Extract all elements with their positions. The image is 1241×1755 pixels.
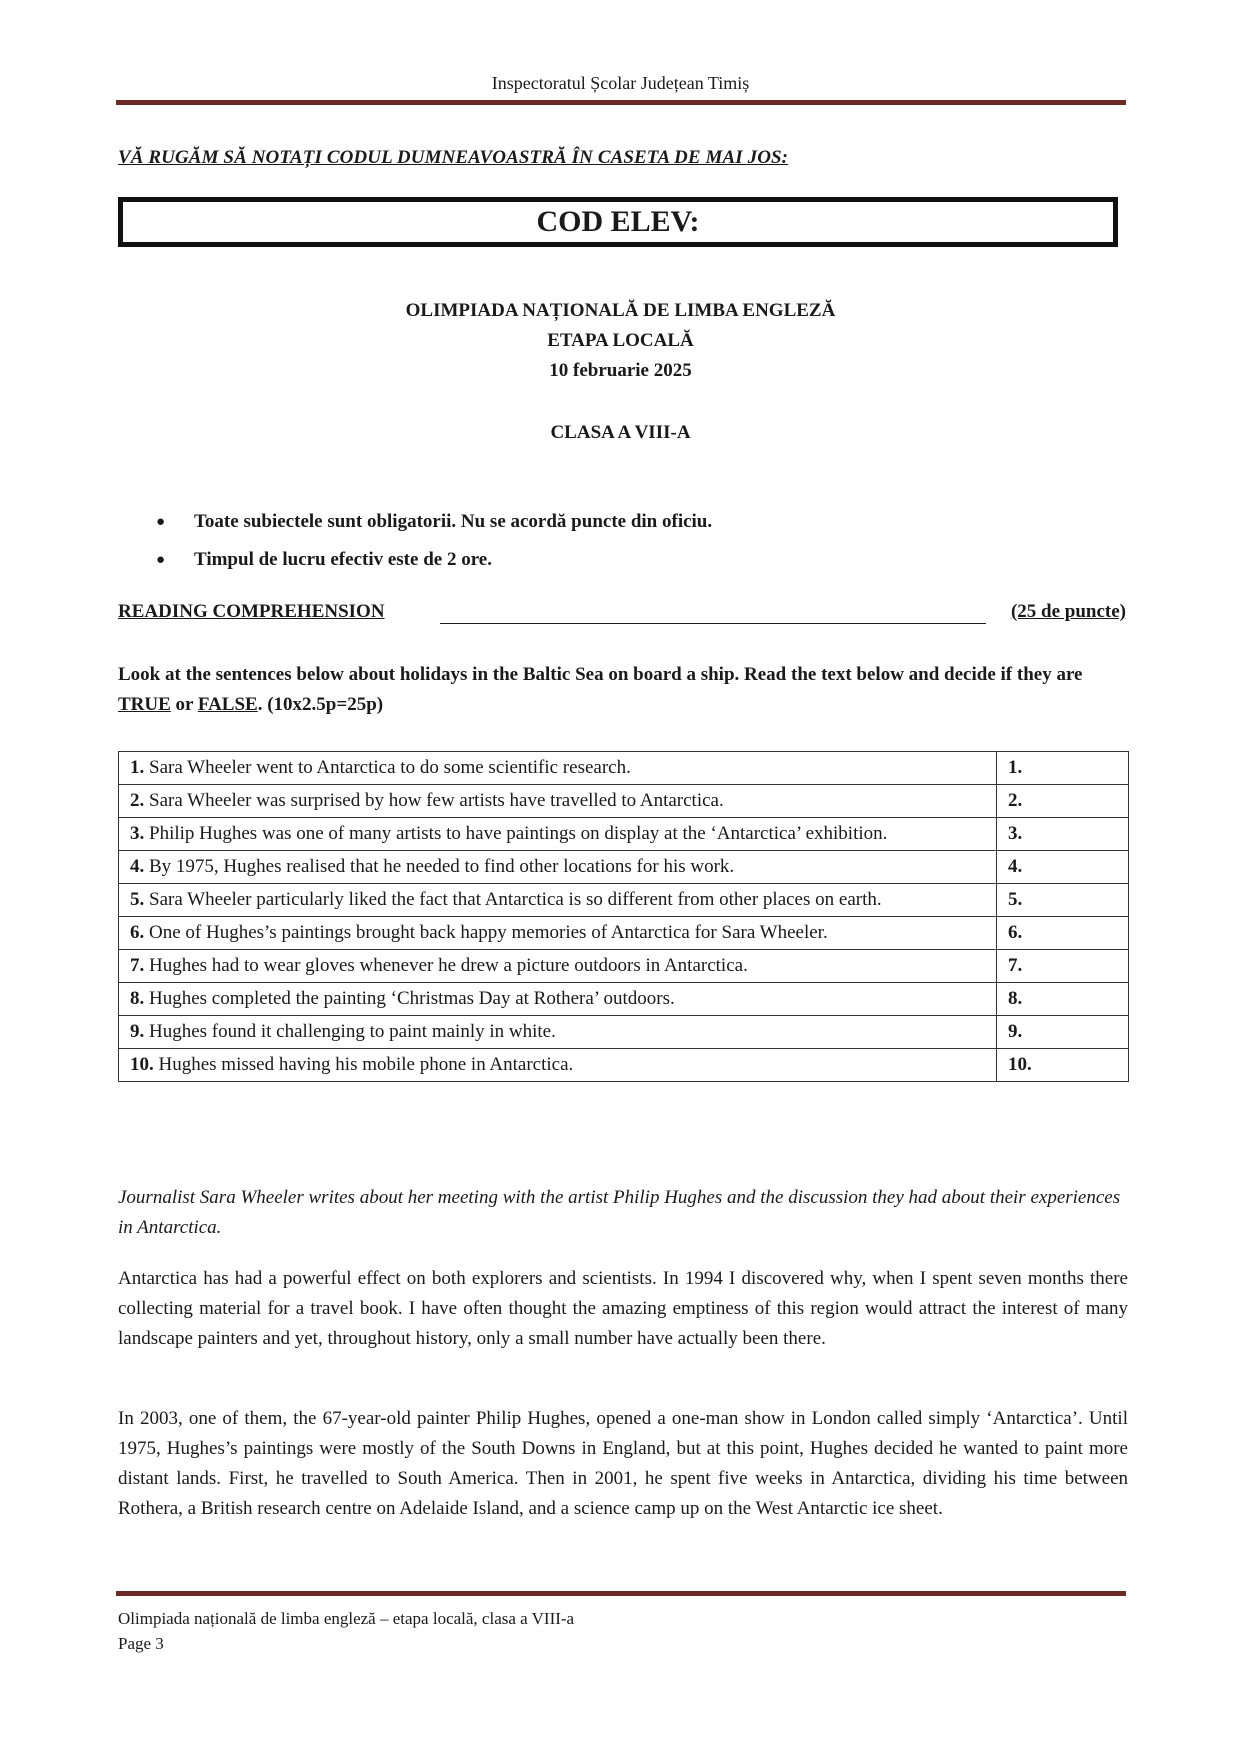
answer-cell[interactable]: 2. [997,785,1129,818]
statement-number: 10. [130,1054,154,1075]
statement-number: 8. [130,988,145,1009]
answer-cell[interactable]: 4. [997,851,1129,884]
statement-cell [119,917,997,950]
statement-number: 3. [130,823,145,844]
answer-cell[interactable]: 3. [997,818,1129,851]
statement-text: Hughes completed the painting ‘Christmas Day at Rothera’ outdoors. [149,988,675,1009]
table-row [119,1049,1129,1082]
answer-cell[interactable]: 5. [997,884,1129,917]
table-row [119,884,1129,917]
table-row [119,785,1129,818]
student-code-box: COD ELEV: [118,197,1118,247]
answer-cell[interactable]: 10. [997,1049,1129,1082]
exam-class: CLASA A VIII-A [550,422,691,443]
bullet-icon: ● [156,552,166,568]
footer-text: Olimpiada națională de limba engleză – etapa locală, clasa a VIII-a [118,1609,575,1628]
table-row [119,917,1129,950]
statement-cell [119,818,997,851]
statements-table [118,751,1129,1082]
statement-text: One of Hughes’s paintings brought back happy memories of Antarctica for Sara Wheeler. [149,922,828,943]
statement-number: 1. [130,757,145,778]
table-row [119,752,1129,785]
answer-cell[interactable]: 6. [997,917,1129,950]
table-row [119,950,1129,983]
statement-text: Sara Wheeler was surprised by how few artists have travelled to Antarctica. [149,790,724,811]
footer-rule [116,1591,1126,1596]
statement-text: By 1975, Hughes realised that he needed to find other locations for his work. [149,856,735,877]
table-row [119,983,1129,1016]
statement-number: 2. [130,790,145,811]
statement-number: 4. [130,856,145,877]
page-number: Page 3 [118,1634,164,1653]
statement-text: Hughes missed having his mobile phone in Antarctica. [158,1054,574,1075]
statement-cell [119,851,997,884]
section-underline [440,623,986,624]
statement-number: 5. [130,889,145,910]
header-rule [116,100,1126,105]
bullet-icon: ● [156,514,166,530]
table-row [119,818,1129,851]
task-points: . (10x2.5p=25p) [257,694,384,715]
section-heading [118,601,1126,623]
section-points: (25 de puncte) [1010,601,1126,622]
statement-cell [119,983,997,1016]
exam-title: OLIMPIADA NAȚIONALĂ DE LIMBA ENGLEZĂ [405,300,836,321]
statement-number: 7. [130,955,145,976]
article-paragraph: In 2003, one of them, the 67-year-old painter Philip Hughes, opened a one-man show in London called simply ‘Antarctica’. Until 1975, Hughes’s paintings were mostly of the South Downs in England, but at this point, Hughes decided he wanted to paint more distant lands. First, he travelled to South America. Then in 2001, he spent five weeks in Antarctica, dividing his time between Rothera, a British research centre on Adelaide Island, and a science camp up on the West Antarctic ice sheet. [118,1408,1128,1519]
answer-cell[interactable]: 8. [997,983,1129,1016]
section-title: READING COMPREHENSION [118,601,385,622]
table-row [119,1016,1129,1049]
statement-text: Hughes found it challenging to paint mainly in white. [149,1021,556,1042]
instruction-text: VĂ RUGĂM SĂ NOTAȚI CODUL DUMNEAVOASTRĂ ÎN CASETA DE MAI JOS: [118,147,789,168]
false-word: FALSE [197,694,258,715]
table-row [119,851,1129,884]
statement-cell [119,785,997,818]
statement-cell [119,950,997,983]
statement-cell [119,752,997,785]
exam-date: 10 februarie 2025 [549,360,692,381]
header-title: Inspectoratul Școlar Județean Timiș [491,73,750,93]
statement-text: Philip Hughes was one of many artists to have paintings on display at the ‘Antarctica’ exhibition. [149,823,888,844]
task-text: Look at the sentences below about holidays in the Baltic Sea on board a ship. Read the text below and decide if they are [118,664,1083,685]
statement-cell [119,884,997,917]
statement-cell [119,1016,997,1049]
statement-number: 9. [130,1021,145,1042]
answer-cell[interactable]: 7. [997,950,1129,983]
task-instructions [118,660,1128,720]
exam-stage: ETAPA LOCALĂ [547,330,694,351]
article-paragraph: Antarctica has had a powerful effect on both explorers and scientists. In 1994 I discovered why, when I spent seven months there collecting material for a travel book. I have often thought the amazing emptiness of this region would attract the interest of many landscape painters and yet, throughout history, only a small number have actually been there. [118,1268,1128,1349]
statement-cell [119,1049,997,1082]
true-word: TRUE [118,694,171,715]
rule-item: Toate subiectele sunt obligatorii. Nu se acordă puncte din oficiu. [194,511,713,532]
statement-text: Hughes had to wear gloves whenever he drew a picture outdoors in Antarctica. [149,955,748,976]
statement-number: 6. [130,922,145,943]
answer-cell[interactable]: 1. [997,752,1129,785]
statement-text: Sara Wheeler particularly liked the fact that Antarctica is so different from other places on earth. [149,889,882,910]
task-or: or [170,694,198,715]
article-intro: Journalist Sara Wheeler writes about her meeting with the artist Philip Hughes and the discussion they had about their experiences in Antarctica. [118,1187,1121,1238]
statement-text: Sara Wheeler went to Antarctica to do some scientific research. [149,757,631,778]
rule-item: Timpul de lucru efectiv este de 2 ore. [194,549,492,570]
answer-cell[interactable]: 9. [997,1016,1129,1049]
